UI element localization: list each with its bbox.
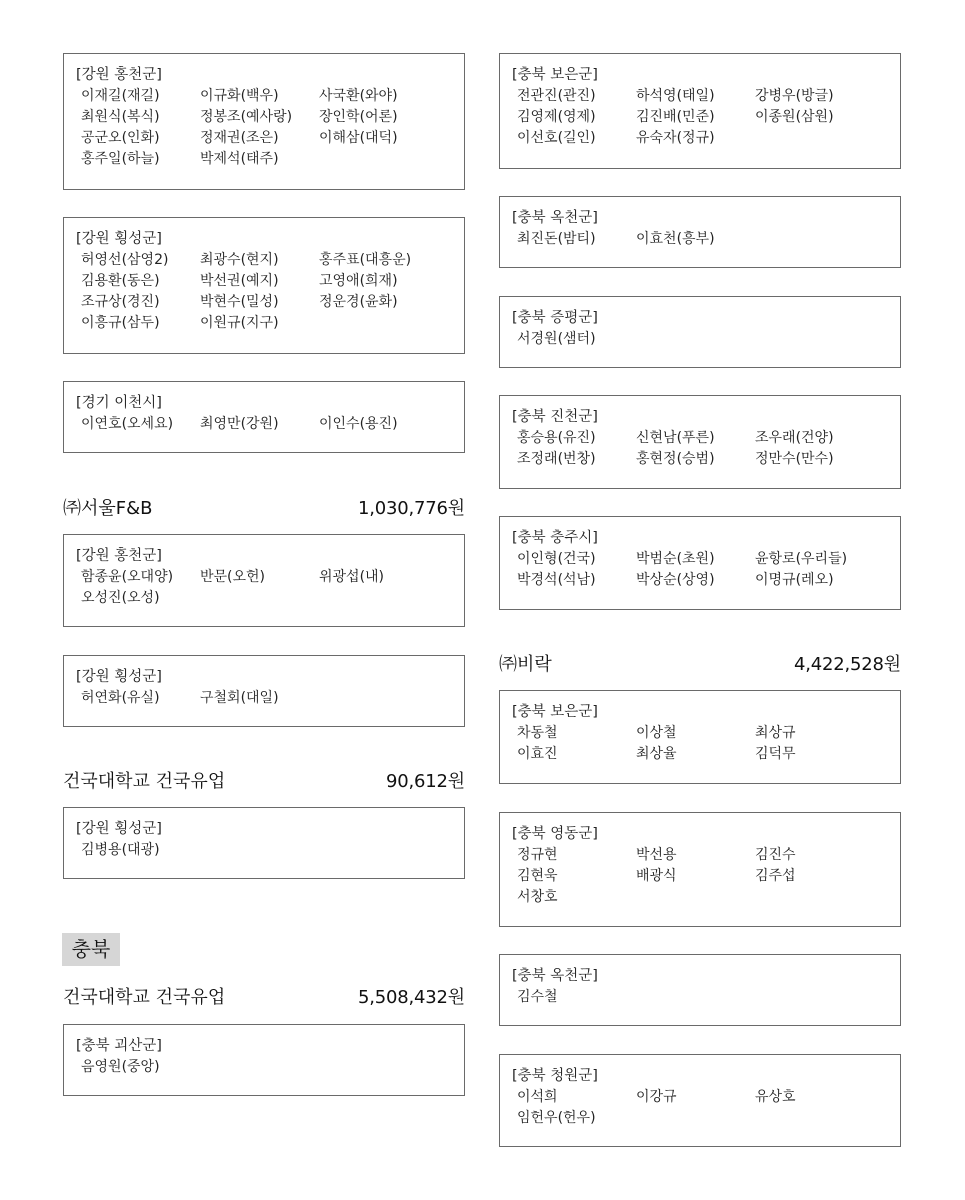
person-name: 최진돈(밤티): [517, 231, 596, 247]
person-name: 조정래(번창): [517, 451, 596, 467]
company-name: ㈜서울F&B: [63, 498, 153, 519]
name-grid: [512, 329, 888, 350]
person-name: 이상철: [636, 725, 677, 741]
person-name: 허영선(삼영2): [81, 252, 169, 268]
person-name: 이강규: [636, 1089, 677, 1105]
district-title: [강원 홍천군]: [76, 548, 162, 564]
name-grid: [76, 567, 452, 609]
person-name: 박경석(석남): [517, 572, 596, 588]
district-title: [강원 횡성군]: [76, 669, 162, 685]
person-name: 위광섭(내): [319, 569, 385, 585]
person-name: 정만수(만수): [755, 451, 834, 467]
person-name: 반문(오헌): [200, 569, 266, 585]
district-box: [499, 954, 901, 1026]
person-name: 이명규(레오): [755, 572, 834, 588]
person-name: 김진수: [755, 847, 796, 863]
person-name: 허연화(유실): [81, 690, 160, 706]
name-grid: [76, 840, 452, 861]
person-name: 김주섭: [755, 868, 796, 884]
person-name: 최광수(현지): [200, 252, 279, 268]
district-title: [충북 옥천군]: [512, 968, 598, 984]
person-name: 박상순(상영): [636, 572, 715, 588]
district-title: [충북 보은군]: [512, 704, 598, 720]
person-name: 조우래(건양): [755, 430, 834, 446]
person-name: 박선권(예지): [200, 273, 279, 289]
person-name: 김수철: [517, 989, 558, 1005]
person-name: 이해삼(대덕): [319, 130, 398, 146]
person-name: 김덕무: [755, 746, 796, 762]
person-name: 정재권(조은): [200, 130, 279, 146]
person-name: 이선호(길인): [517, 130, 596, 146]
person-name: 유상호: [755, 1089, 796, 1105]
person-name: 이흥규(삼두): [81, 315, 160, 331]
district-title: [충북 청원군]: [512, 1068, 598, 1084]
person-name: 이재길(재길): [81, 88, 160, 104]
name-grid: [76, 414, 452, 435]
person-name: 김용환(동은): [81, 273, 160, 289]
district-box: [499, 516, 901, 610]
person-name: 최상규: [755, 725, 796, 741]
person-name: 이석희: [517, 1089, 558, 1105]
person-name: 박선용: [636, 847, 677, 863]
person-name: 유숙자(정규): [636, 130, 715, 146]
person-name: 김영제(영제): [517, 109, 596, 125]
district-box: [499, 296, 901, 368]
district-title: [충북 영동군]: [512, 826, 598, 842]
district-box: [499, 196, 901, 268]
company-name: 건국대학교 건국유업: [63, 987, 226, 1008]
name-grid: [512, 1087, 888, 1129]
person-name: 서경원(샘터): [517, 331, 596, 347]
district-box: [499, 1054, 901, 1147]
person-name: 박제석(태주): [200, 151, 279, 167]
name-grid: [76, 250, 452, 334]
company-name: ㈜비락: [499, 654, 552, 675]
district-title: [충북 옥천군]: [512, 210, 598, 226]
person-name: 사국환(와야): [319, 88, 398, 104]
name-grid: [76, 1057, 452, 1078]
person-name: 윤항로(우리들): [755, 551, 848, 567]
person-name: 홍주일(하늘): [81, 151, 160, 167]
person-name: 최원식(복식): [81, 109, 160, 125]
person-name: 강병우(방글): [755, 88, 834, 104]
district-title: [강원 홍천군]: [76, 67, 162, 83]
district-box: [63, 381, 465, 453]
person-name: 김진배(민준): [636, 109, 715, 125]
district-title: [충북 진천군]: [512, 409, 598, 425]
company-amount: 1,030,776원: [358, 498, 465, 519]
person-name: 차동철: [517, 725, 558, 741]
district-box: [499, 395, 901, 489]
district-box: [63, 1024, 465, 1096]
district-box: [63, 807, 465, 879]
person-name: 이규화(백우): [200, 88, 279, 104]
region-label: 충북: [62, 933, 120, 966]
person-name: 서창호: [517, 889, 558, 905]
person-name: 고영애(희재): [319, 273, 398, 289]
company-header: [499, 652, 901, 678]
name-grid: [512, 549, 888, 591]
person-name: 하석영(태일): [636, 88, 715, 104]
person-name: 배광식: [636, 868, 677, 884]
person-name: 신현남(푸른): [636, 430, 715, 446]
person-name: 이인수(용진): [319, 416, 398, 432]
company-name: 건국대학교 건국유업: [63, 771, 226, 792]
district-title: [충북 증평군]: [512, 310, 598, 326]
person-name: 이효천(흥부): [636, 231, 715, 247]
name-grid: [512, 987, 888, 1008]
district-title: [강원 횡성군]: [76, 231, 162, 247]
district-box: [499, 812, 901, 927]
name-grid: [76, 86, 452, 170]
person-name: 최영만(강원): [200, 416, 279, 432]
district-box: [63, 217, 465, 354]
name-grid: [512, 428, 888, 470]
person-name: 이종원(삼원): [755, 109, 834, 125]
name-grid: [512, 86, 888, 149]
person-name: 이원규(지구): [200, 315, 279, 331]
company-amount: 5,508,432원: [358, 987, 465, 1008]
name-grid: [512, 229, 888, 250]
person-name: 임헌우(헌우): [517, 1110, 596, 1126]
company-header: [63, 985, 465, 1011]
district-box: [63, 655, 465, 727]
person-name: 구철회(대일): [200, 690, 279, 706]
person-name: 홍주표(대흥운): [319, 252, 412, 268]
person-name: 이효진: [517, 746, 558, 762]
person-name: 홍현정(승범): [636, 451, 715, 467]
company-header: [63, 769, 465, 795]
district-title: [강원 횡성군]: [76, 821, 162, 837]
district-title: [충북 괴산군]: [76, 1038, 162, 1054]
name-grid: [76, 688, 452, 709]
person-name: 오성진(오성): [81, 590, 160, 606]
district-box: [499, 690, 901, 784]
person-name: 홍승용(유진): [517, 430, 596, 446]
person-name: 정규현: [517, 847, 558, 863]
name-grid: [512, 845, 888, 908]
person-name: 최상율: [636, 746, 677, 762]
person-name: 이연호(오세요): [81, 416, 174, 432]
company-amount: 4,422,528원: [794, 654, 901, 675]
district-box: [499, 53, 901, 169]
person-name: 박범순(초원): [636, 551, 715, 567]
person-name: 박현수(밀성): [200, 294, 279, 310]
name-grid: [512, 723, 888, 765]
district-title: [충북 보은군]: [512, 67, 598, 83]
district-title: [경기 이천시]: [76, 395, 162, 411]
person-name: 김병용(대광): [81, 842, 160, 858]
person-name: 이인형(건국): [517, 551, 596, 567]
person-name: 음영원(중앙): [81, 1059, 160, 1075]
district-box: [63, 534, 465, 627]
company-amount: 90,612원: [386, 771, 465, 792]
person-name: 정봉조(예사랑): [200, 109, 293, 125]
district-title: [충북 충주시]: [512, 530, 598, 546]
person-name: 전관진(관진): [517, 88, 596, 104]
person-name: 장인학(어론): [319, 109, 398, 125]
district-box: [63, 53, 465, 190]
person-name: 공군오(인화): [81, 130, 160, 146]
person-name: 김현욱: [517, 868, 558, 884]
person-name: 함종윤(오대양): [81, 569, 174, 585]
person-name: 조규상(경진): [81, 294, 160, 310]
person-name: 정운경(윤화): [319, 294, 398, 310]
company-header: [63, 496, 465, 522]
